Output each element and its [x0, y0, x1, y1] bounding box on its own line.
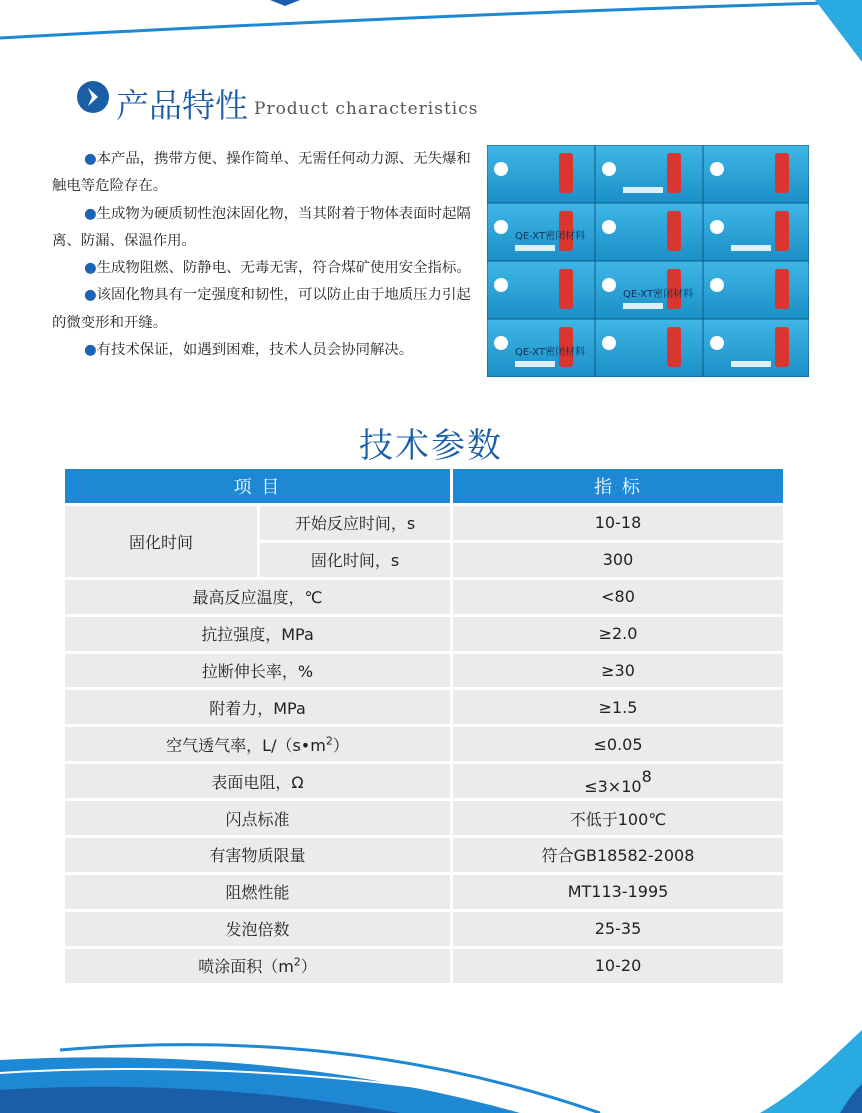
row-label: 闪点标准	[65, 801, 450, 835]
row-value: MT113-1995	[453, 875, 783, 909]
row-value: 25-35	[453, 912, 783, 946]
section-header	[76, 72, 479, 125]
row-value: ≤0.05	[453, 727, 783, 761]
row-value: 符合GB18582-2008	[453, 838, 783, 872]
table-row	[65, 690, 783, 724]
row-value: ≥2.0	[453, 617, 783, 651]
box-label: QE-XT密闭材料	[515, 347, 586, 358]
box-label: QE-XT密闭材料	[515, 231, 586, 242]
table-row	[65, 580, 783, 614]
product-photo	[487, 145, 809, 377]
feature-item: ●生成物阻燃、防静电、无毒无害，符合煤矿使用安全指标。	[84, 260, 471, 277]
header-item: 项 目	[65, 469, 450, 503]
row-value: 不低于100℃	[453, 801, 783, 835]
row-value: 300	[453, 543, 783, 577]
feature-item: ●生成物为硬质韧性泡沫固化物，当其附着于物体表面时起隔离、防漏、保温作用。	[52, 205, 471, 249]
row-label: 最高反应温度，℃	[65, 580, 450, 614]
row-label: 表面电阻，Ω	[65, 764, 450, 798]
row-value: ≥1.5	[453, 690, 783, 724]
table-row	[65, 949, 783, 983]
feature-item: ●本产品，携带方便、操作简单、无需任何动力源、无失爆和触电等危险存在。	[52, 151, 471, 195]
row-label: 空气透气率，$L/(s•m^2)$	[65, 727, 450, 761]
spec-table	[62, 466, 786, 986]
row-label: 固化时间	[65, 506, 257, 577]
bullet-icon: ●	[84, 342, 97, 359]
table-row	[65, 727, 783, 761]
feature-list	[52, 146, 474, 364]
row-sublabel: 固化时间，s	[260, 543, 450, 577]
bullet-icon: ●	[84, 287, 97, 304]
row-label: 发泡倍数	[65, 912, 450, 946]
row-value: ≥30	[453, 654, 783, 688]
table-row	[65, 654, 783, 688]
table-row	[65, 875, 783, 909]
header-value: 指 标	[453, 469, 783, 503]
row-label: 抗拉强度，MPa	[65, 617, 450, 651]
row-label: 有害物质限量	[65, 838, 450, 872]
row-label: 拉断伸长率，%	[65, 654, 450, 688]
row-value: 10-20	[453, 949, 783, 983]
row-label: 阻燃性能	[65, 875, 450, 909]
row-value: 10-18	[453, 506, 783, 540]
table-row	[65, 838, 783, 872]
row-label: 喷涂面积$(m^2)$	[65, 949, 450, 983]
table-row	[65, 617, 783, 651]
row-sublabel: 开始反应时间，s	[260, 506, 450, 540]
bullet-icon: ●	[84, 260, 97, 277]
feature-item: ●该固化物具有一定强度和韧性，可以防止由于地质压力引起的微变形和开缝。	[52, 287, 471, 331]
table-row	[65, 764, 783, 798]
row-label: 附着力，MPa	[65, 690, 450, 724]
row-value: $\le 3\times 10^8$	[453, 764, 783, 798]
chevron-right-icon	[76, 80, 110, 114]
table-row	[65, 801, 783, 835]
section-subtitle: Product characteristics	[254, 99, 479, 119]
table-header-row	[65, 469, 783, 503]
table-row	[65, 912, 783, 946]
section-title: 产品特性	[116, 86, 248, 125]
bullet-icon: ●	[84, 151, 97, 167]
table-row	[65, 506, 783, 540]
params-title: 技术参数	[359, 426, 503, 466]
row-value: <80	[453, 580, 783, 614]
box-label: QE-XT密闭材料	[623, 289, 694, 300]
feature-item: ●有技术保证，如遇到困难，技术人员会协同解决。	[84, 342, 414, 359]
bullet-icon: ●	[84, 205, 97, 222]
